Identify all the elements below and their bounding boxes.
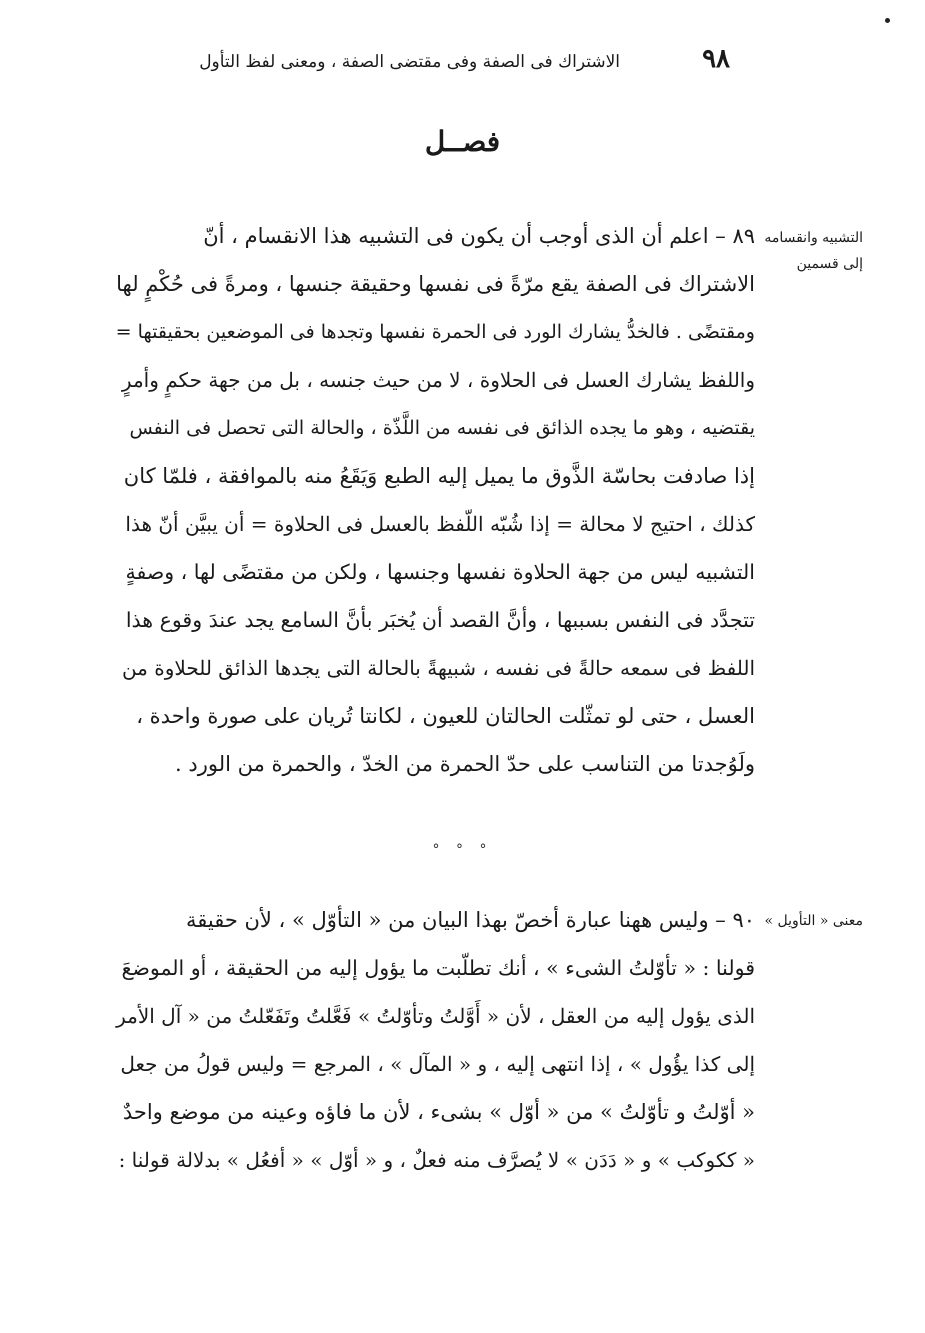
text-line: يقتضيه ، وهو ما يجده الذائق فى نفسه من اللَّذّة ، والحالة التى تحصل فى النفس <box>129 417 755 439</box>
paragraph-89 <box>115 212 755 788</box>
text-line: الاشتراك فى الصفة يقع مرّةً فى نفسها وحقيقة جنسها ، ومرةً فى حُكْمٍ لها <box>116 272 755 296</box>
page-header <box>199 44 730 80</box>
page-speck <box>885 18 890 23</box>
text-line: ومقتضًى . فالخدُّ يشارك الورد فى الحمرة نفسها وتجدها فى الموضعين بحقيقتها = <box>115 321 755 343</box>
margin-note-line: إلى قسمين <box>796 256 863 272</box>
text-line: واللفظ يشارك العسل فى الحلاوة ، لا من حيث جنسه ، بل من جهة حكمٍ وأمرٍ <box>121 368 755 392</box>
margin-note-line: التشبيه وانقسامه <box>764 230 863 246</box>
text-line: ولَوُجدتا من التناسب على حدّ الحمرة من الخدّ ، والحمرة من الورد . <box>175 752 755 776</box>
text-line: إلى كذا يؤُول » ، إذا انتهى إليه ، و « المآل » ، المرجع = وليس قولُ من جعل <box>120 1052 755 1076</box>
text-line: إذا صادفت بحاسّة الذَّوق ما يميل إليه الطبع وَيَقَعُ منه بالموافقة ، فلمّا كان <box>123 464 755 488</box>
running-head: الاشتراك فى الصفة وفى مقتضى الصفة ، ومعنى لفظ التأول <box>199 52 620 72</box>
text-line: كذلك ، احتيج لا محالة = إذا شُبّه اللّفظ بالعسل فى الحلاوة = أن يبيَّن أنّ هذا <box>125 512 755 536</box>
text-line: ٨٩ – اعلم أن الذى أوجب أن يكون فى التشبيه هذا الانقسام ، أنّ <box>203 224 755 248</box>
paragraph-90 <box>115 896 755 1184</box>
margin-note-tawil <box>753 908 863 934</box>
margin-note-similitude <box>753 225 863 277</box>
text-line: ٩٠ – وليس ههنا عبارة أخصّ بهذا البيان من « التأوّل » ، لأن حقيقة <box>185 908 755 932</box>
text-line: « أوّلتُ و تأوّلتُ » من « أوّل » بشىء ، لأن ما فاؤه وعينه من موضع واحدٌ <box>122 1100 755 1124</box>
page-number: ٩٨ <box>702 44 730 74</box>
text-line: قولنا : « تأوّلتُ الشىء » ، أنك تطلّبت ما يؤول إليه من الحقيقة ، أو الموضعَ <box>121 956 755 980</box>
margin-note-line: معنى « التأويل » <box>764 913 863 929</box>
section-title: فصــل <box>424 125 501 158</box>
section-separator: ° ° ° <box>432 842 493 858</box>
text-line: الذى يؤول إليه من العقل ، لأن « أَوَّلتُ وتأوّلتُ » فَعَّلتُ وتَفَعّلتُ من « آل الأمر <box>116 1004 755 1028</box>
text-line: « ككوكب » و « دَدَن » لا يُصرَّف منه فعلٌ ، و « أوّل » « أفعُل » بدلالة قولنا : <box>118 1148 755 1172</box>
text-line: التشبيه ليس من جهة الحلاوة نفسها وجنسها ، ولكن من مقتضًى لها ، وصفةٍ <box>125 560 755 584</box>
text-line: العسل ، حتى لو تمثّلت الحالتان للعيون ، لكانتا تُريان على صورة واحدة ، <box>136 704 755 728</box>
text-line: تتجدَّد فى النفس بسببها ، وأنَّ القصد أن يُخبَر بأنَّ السامع يجد عندَ وقوع هذا <box>125 608 755 632</box>
text-line: اللفظ فى سمعه حالةً فى نفسه ، شبيهةً بالحالة التى يجدها الذائق للحلاوة من <box>121 656 755 680</box>
